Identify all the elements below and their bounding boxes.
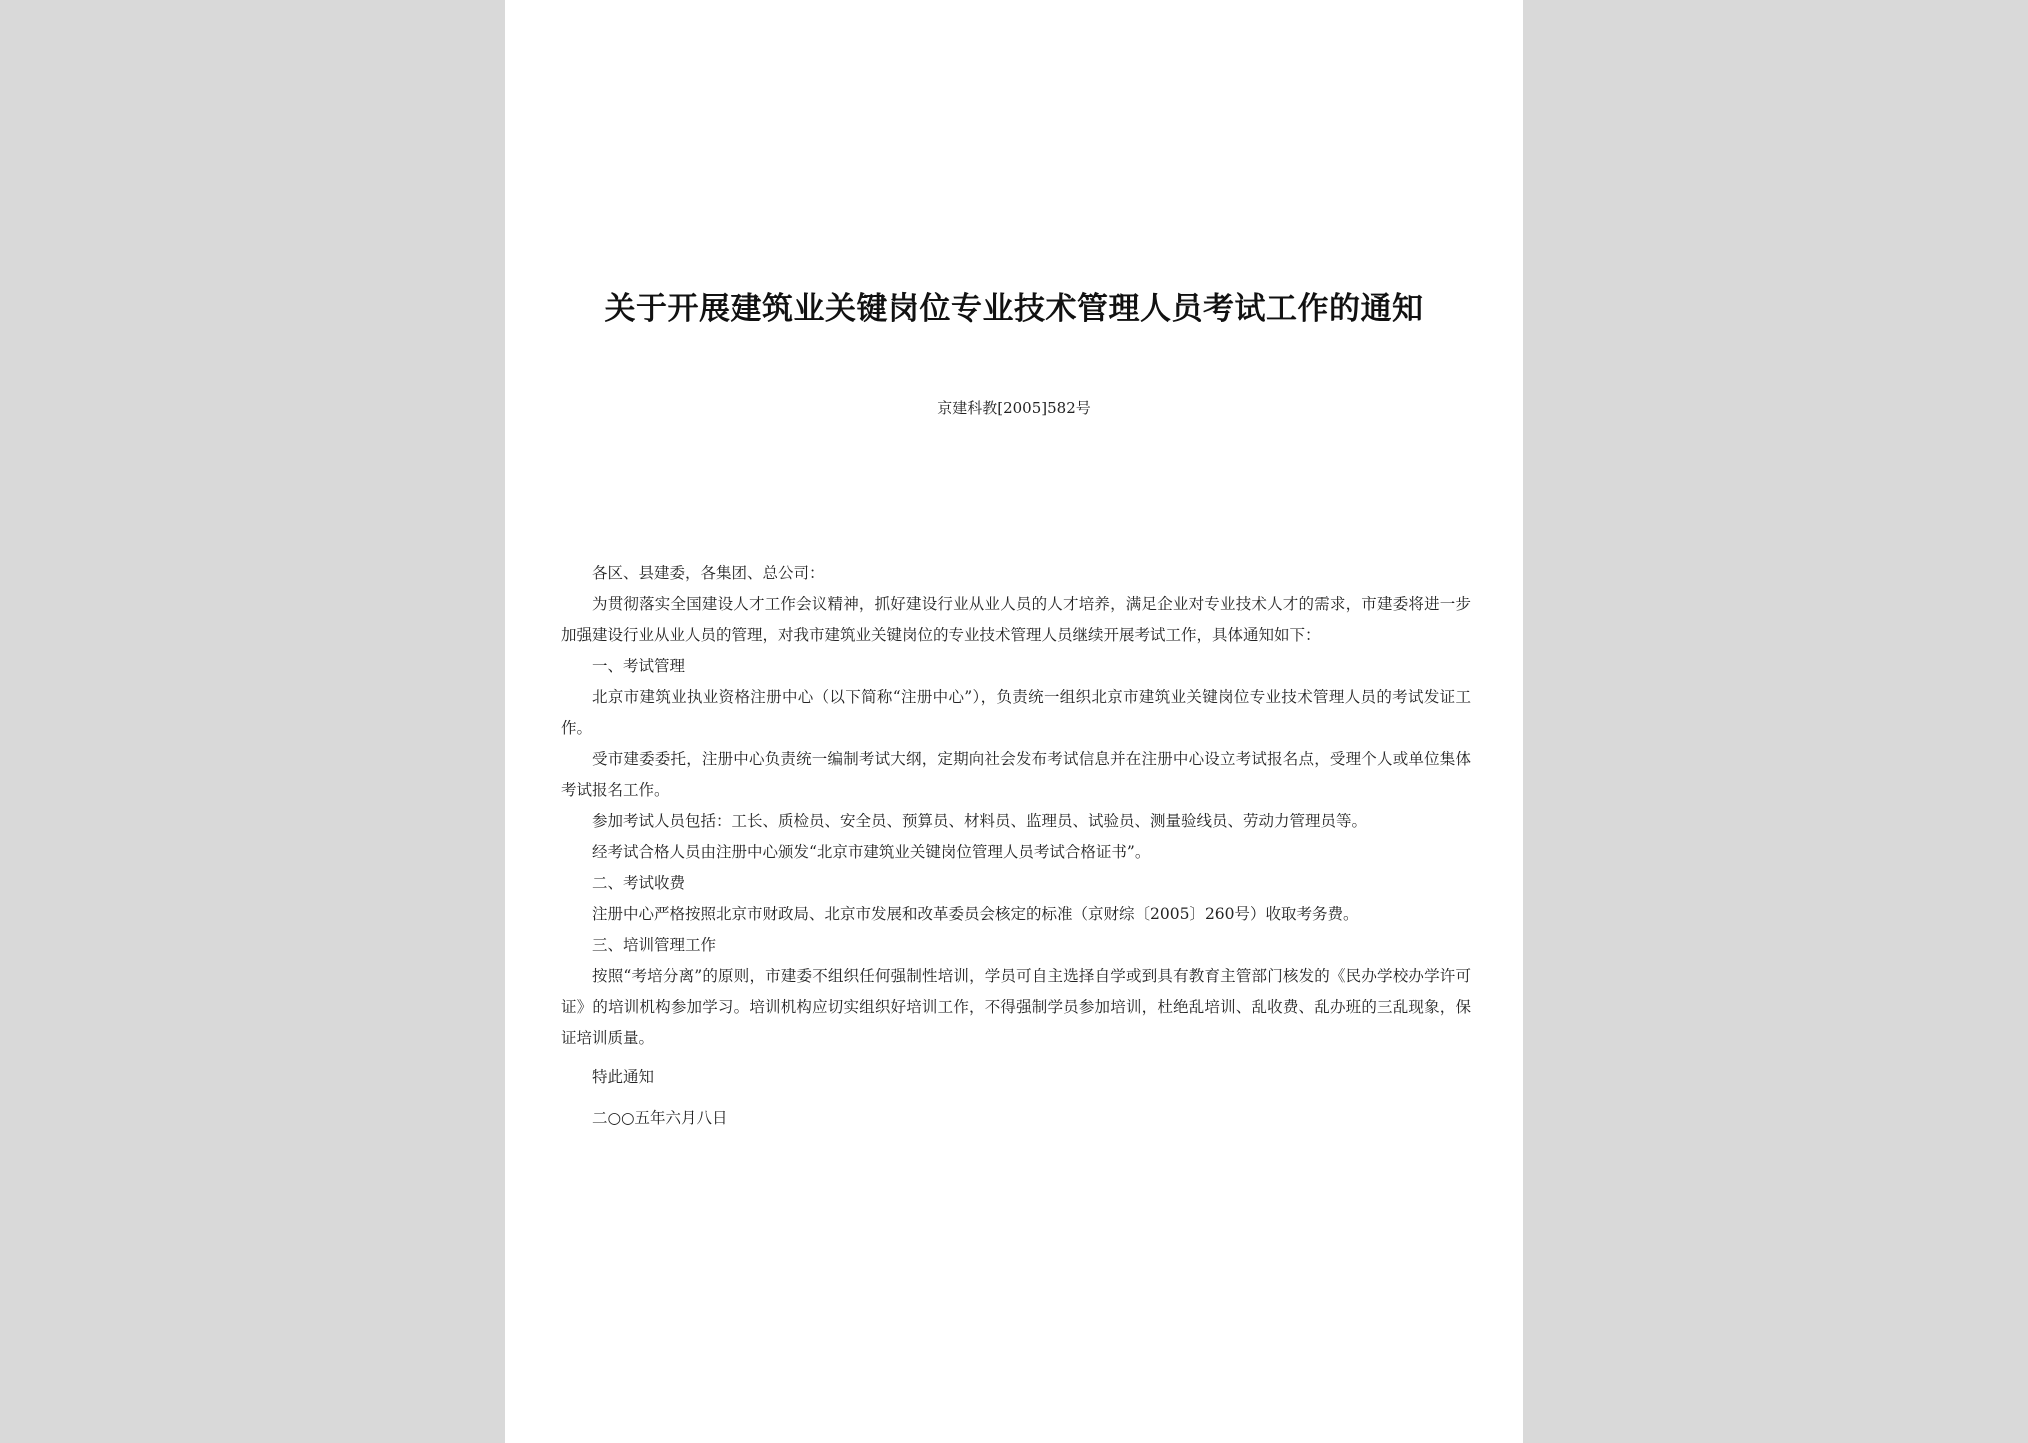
paragraph: 注册中心严格按照北京市财政局、北京市发展和改革委员会核定的标准（京财综〔2005〕260号）收取考务费。 [592,905,1359,923]
document-number: 京建科教[2005]582号 [937,399,1091,417]
closing-line: 特此通知 [592,1068,655,1086]
section-heading-exam-management: 一、考试管理 [592,657,686,675]
paragraph: 参加考试人员包括：工长、质检员、安全员、预算员、材料员、监理员、试验员、测量验线员、劳动力管理员等。 [592,812,1368,830]
paragraph: 北京市建筑业执业资格注册中心（以下简称“注册中心”），负责统一组织北京市建筑业关键岗位专业技术管理人员的考试发证工作。 [561,688,1471,737]
document-page [505,0,1523,1443]
document-date: 二○○五年六月八日 [592,1109,728,1127]
paragraph: 经考试合格人员由注册中心颁发“北京市建筑业关键岗位管理人员考试合格证书”。 [592,843,1151,861]
document-body [561,558,1471,1134]
intro-paragraph: 为贯彻落实全国建设人才工作会议精神，抓好建设行业从业人员的人才培养，满足企业对专业技术人才的需求，市建委将进一步加强建设行业从业人员的管理，对我市建筑业关键岗位的专业技术管理人员继续开展考试工作，具体通知如下： [561,595,1471,644]
section-heading-exam-fees: 二、考试收费 [592,874,686,892]
paragraph: 受市建委委托，注册中心负责统一编制考试大纲，定期向社会发布考试信息并在注册中心设立考试报名点，受理个人或单位集体考试报名工作。 [561,750,1471,799]
section-heading-training-management: 三、培训管理工作 [592,936,717,954]
salutation: 各区、县建委，各集团、总公司： [592,564,825,582]
paragraph: 按照“考培分离”的原则，市建委不组织任何强制性培训，学员可自主选择自学或到具有教育主管部门核发的《民办学校办学许可证》的培训机构参加学习。培训机构应切实组织好培训工作，不得强制学员参加培训，杜绝乱培训、乱收费、乱办班的三乱现象，保证培训质量。 [561,967,1471,1047]
document-title: 关于开展建筑业关键岗位专业技术管理人员考试工作的通知 [604,291,1424,327]
